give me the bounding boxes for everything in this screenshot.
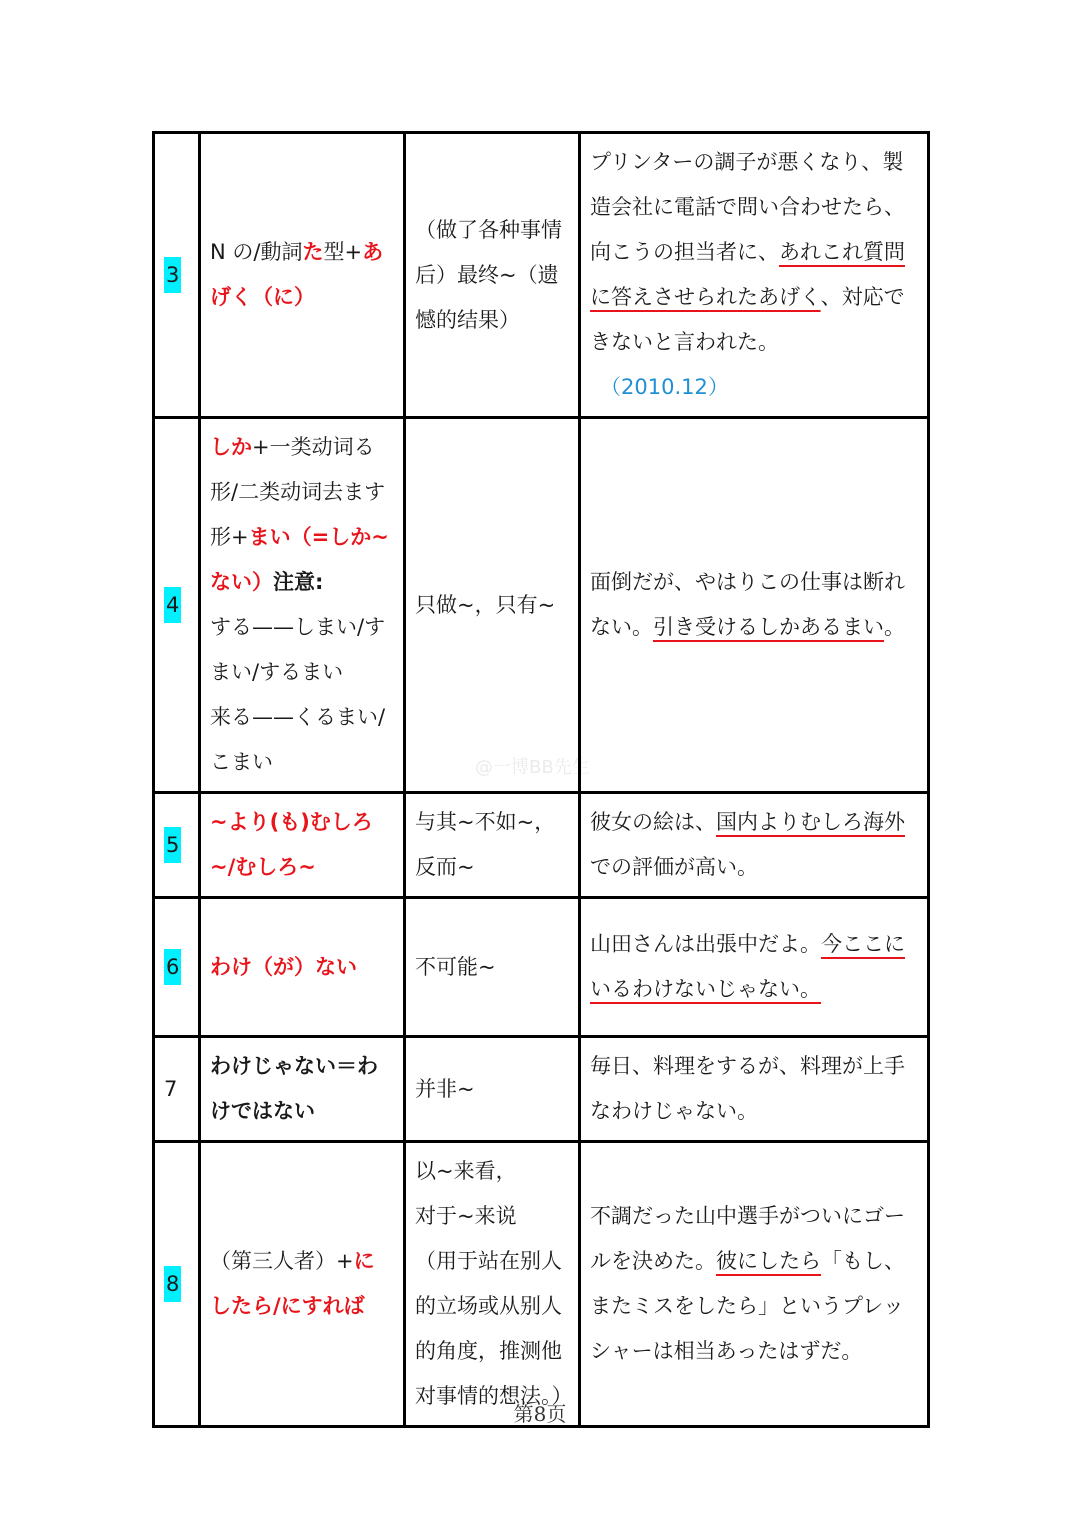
meaning-cell: 并非~ [405, 1037, 580, 1142]
table-row [154, 793, 929, 898]
row-number: 7 [154, 1037, 200, 1142]
meaning-cell: 只做~，只有~ [405, 418, 580, 793]
table-row [154, 1037, 929, 1142]
row-number: 4 [154, 418, 200, 793]
pattern-cell: N の/動詞た型+あげく（に） [200, 133, 405, 418]
pattern-cell: ~より(も)むしろ~/むしろ~ [200, 793, 405, 898]
meaning-cell: 不可能~ [405, 898, 580, 1037]
row-number: 3 [154, 133, 200, 418]
pattern-cell: わけ（が）ない [200, 898, 405, 1037]
watermark: @一博BB先生 [475, 757, 590, 778]
row-number: 8 [154, 1142, 200, 1427]
row-number: 5 [154, 793, 200, 898]
table-row [154, 418, 929, 793]
table-row [154, 1142, 929, 1427]
meaning-cell: 以~来看， 对于~来说 （用于站在别人的立场或从别人的角度，推测他对事情的想法。） [405, 1142, 580, 1427]
example-cell: 山田さんは出張中だよ。今ここにいるわけないじゃない。 [580, 898, 929, 1037]
meaning-cell: （做了各种事情后）最终~（遗憾的结果） [405, 133, 580, 418]
meaning-cell: 与其~不如~，反而~ [405, 793, 580, 898]
example-cell: 不調だった山中選手がついにゴールを決めた。彼にしたら「もし、またミスをしたら」というプレッシャーは相当あったはずだ。 [580, 1142, 929, 1427]
exam-date: （2010.12） [600, 375, 729, 399]
table-row [154, 898, 929, 1037]
table-row [154, 133, 929, 418]
example-cell: 毎日、料理をするが、料理が上手なわけじゃない。 [580, 1037, 929, 1142]
pattern-cell: しか+一类动词る形/二类动词去ます形+まい（=しか~ない）注意: する——しまい/すまい/するまい 来る——くるまい/こまい [200, 418, 405, 793]
example-cell: プリンターの調子が悪くなり、製造会社に電話で問い合わせたら、向こうの担当者に、あれこれ質問に答えさせられたあげく、対応できないと言われた。 （2010.12） [580, 133, 929, 418]
grammar-table [152, 131, 930, 1428]
example-cell: 彼女の絵は、国内よりむしろ海外での評価が高い。 [580, 793, 929, 898]
page-number: 第8页 [513, 1402, 567, 1426]
row-number: 6 [154, 898, 200, 1037]
example-cell: 面倒だが、やはりこの仕事は断れない。引き受けるしかあるまい。 [580, 418, 929, 793]
pattern-cell: わけじゃない＝わけではない [200, 1037, 405, 1142]
pattern-cell: （第三人者）+にしたら/にすれば [200, 1142, 405, 1427]
